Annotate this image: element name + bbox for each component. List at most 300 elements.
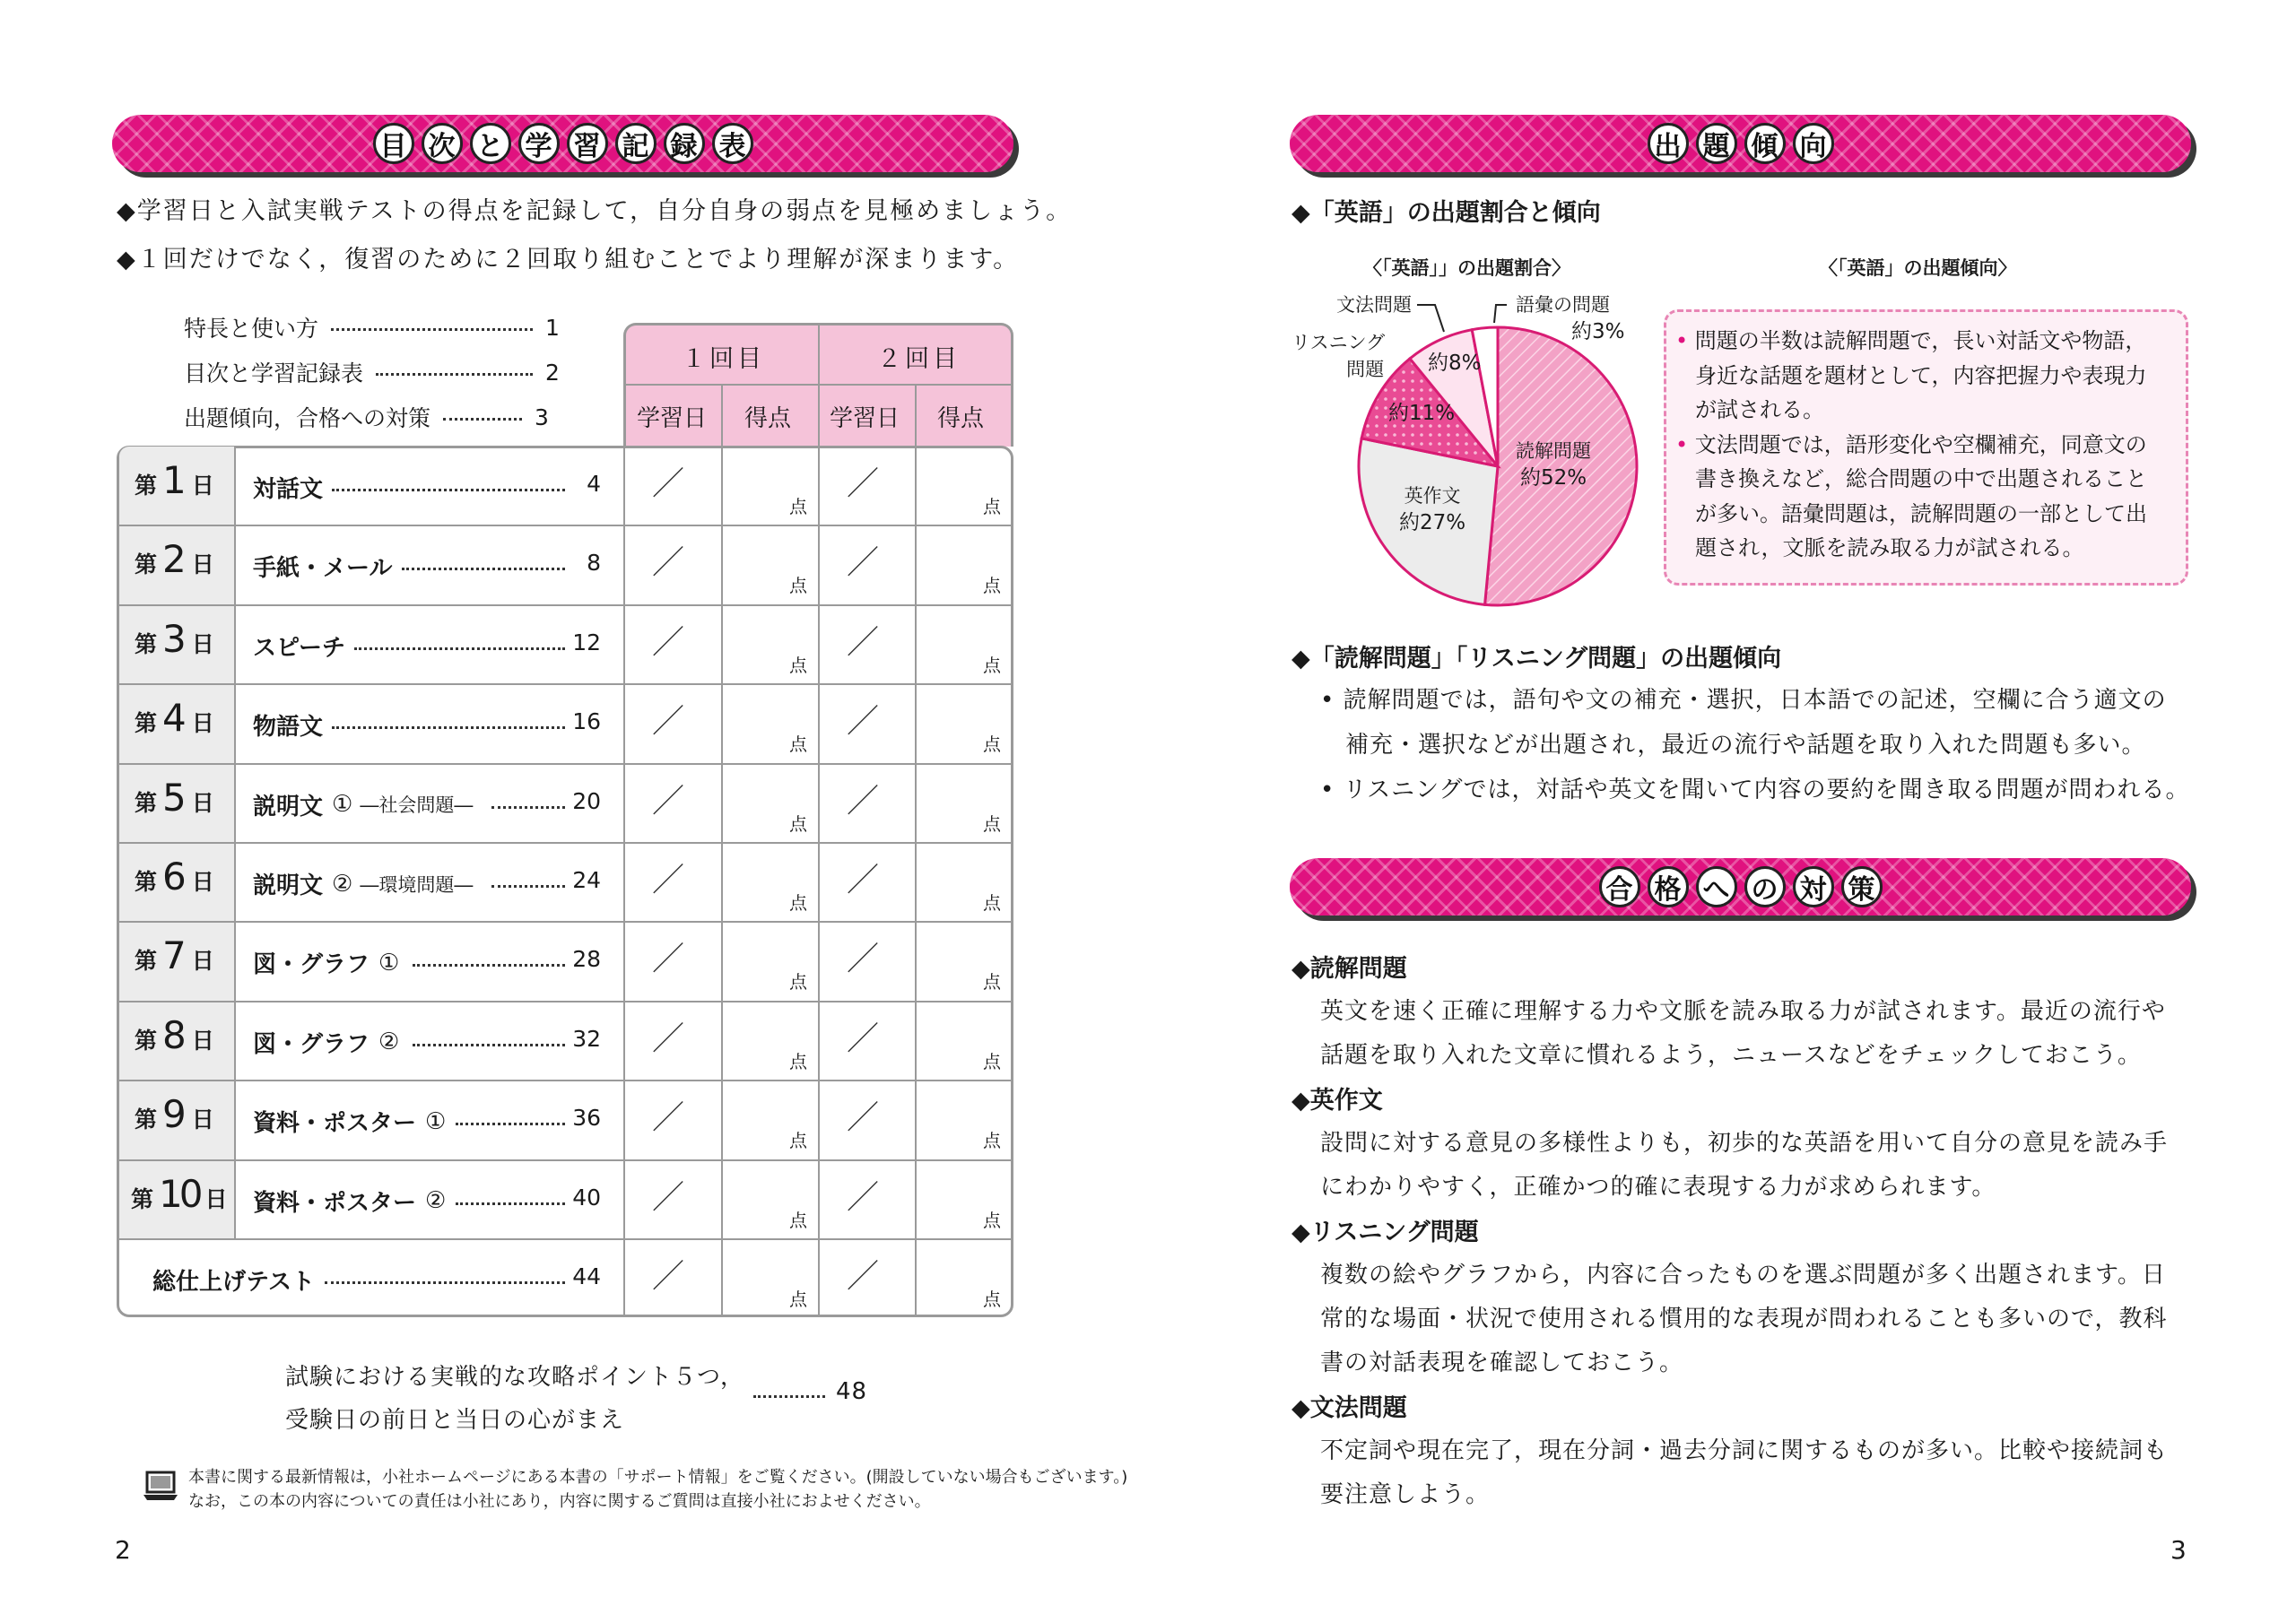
page-ref: 36 xyxy=(572,1105,601,1132)
trend-header-title xyxy=(1290,115,2191,172)
dot-leader xyxy=(456,1123,565,1125)
footnote-2: なお，この本の内容についての責任は小社にあり，内容に関するご質問は直接小社におよせください。 xyxy=(188,1492,931,1511)
pie-label-listening-name-2: 問題 xyxy=(1346,359,1385,380)
score-unit: 点 xyxy=(983,892,1001,914)
date-slash: ／ xyxy=(847,1178,880,1216)
day-title-text: 図・グラフ xyxy=(253,951,370,979)
col-divider xyxy=(721,1080,723,1159)
day-title-text: スピーチ xyxy=(253,634,345,662)
row-divider xyxy=(117,1080,1013,1081)
bottom-toc-line-2: 受験日の前日と当日の心がまえ xyxy=(285,1407,625,1434)
col-divider xyxy=(234,604,236,683)
date-slash: ／ xyxy=(847,941,880,978)
pie-label-grammar-pct: 約8% xyxy=(1428,352,1482,375)
header-char: 記 xyxy=(615,123,657,164)
trend-line xyxy=(1675,324,2146,359)
measure-line: 常的な場面・状況で使用される慣用的な表現が問われることも多いので，教科 xyxy=(1320,1306,2168,1332)
dot-leader xyxy=(753,1395,825,1398)
trend-line xyxy=(1675,428,2147,463)
toc-line-2 xyxy=(184,356,560,388)
day-label-post: 日 xyxy=(191,710,214,737)
day-label-pre: 第 xyxy=(135,1027,158,1054)
page-number-right: 3 xyxy=(2170,1535,2187,1565)
score-header-2: 得点 xyxy=(937,405,985,432)
header-char: 習 xyxy=(567,123,608,164)
col-divider xyxy=(721,525,723,603)
trend-header-bar xyxy=(1290,115,2191,172)
col-divider xyxy=(915,921,917,1000)
date-slash: ／ xyxy=(847,623,880,661)
trend-line-text: が試される。 xyxy=(1695,397,1824,422)
date-slash: ／ xyxy=(652,862,685,898)
round1-header: １回目 xyxy=(682,345,765,373)
date-slash: ／ xyxy=(652,782,685,820)
measure-line: 不定詞や現在完了，現在分詞・過去分詞に関するものが多い。比較や接続詞も xyxy=(1320,1437,2169,1464)
lead-text-2: ◆１回だけでなく，復習のために２回取り組むことでより理解が深まります。 xyxy=(117,246,1020,273)
date-slash: ／ xyxy=(652,1258,685,1295)
trend-line-text: が多い。語彙問題は，読解問題の一部として出 xyxy=(1695,500,2147,526)
day-title xyxy=(253,788,473,821)
day-label-num: 6 xyxy=(162,855,187,898)
day-title-number: ① xyxy=(332,791,353,819)
header-char: 合 xyxy=(1599,866,1640,907)
col-divider xyxy=(721,1001,723,1080)
col-divider xyxy=(623,1238,625,1317)
date-slash: ／ xyxy=(847,1020,880,1057)
day-label-num: 5 xyxy=(162,775,187,820)
trend-line xyxy=(1695,393,1824,428)
trend-line xyxy=(1695,462,2147,497)
reading-listening-line: • 読解問題では，語句や文の補充・選択，日本語での記述，空欄に合う適文の xyxy=(1320,687,2167,714)
score-unit: 点 xyxy=(983,1209,1001,1231)
score-unit: 点 xyxy=(983,971,1001,994)
measure-heading: ◆英作文 xyxy=(1292,1087,1383,1115)
dot-leader xyxy=(331,328,533,331)
score-unit: 点 xyxy=(983,1289,1001,1310)
date-slash: ／ xyxy=(652,465,685,502)
study-day-header-2: 学習日 xyxy=(830,405,900,432)
col-divider xyxy=(818,446,820,525)
header-char: 次 xyxy=(422,123,463,164)
header-char: 題 xyxy=(1696,123,1737,164)
col-divider xyxy=(234,1159,236,1238)
col-divider xyxy=(818,1238,820,1317)
measure-line: にわかりやすく，正確かつ的確に表現する力が求められます。 xyxy=(1320,1174,1996,1201)
col-divider xyxy=(915,1238,917,1317)
day-label-num: 9 xyxy=(162,1092,187,1137)
score-unit: 点 xyxy=(789,812,807,835)
day-label-pre: 第 xyxy=(135,630,158,657)
measure-heading: ◆読解問題 xyxy=(1292,955,1407,983)
col-divider xyxy=(915,1159,917,1238)
dot-leader xyxy=(413,964,565,967)
col-divider xyxy=(623,842,625,921)
header-char: と xyxy=(470,123,511,164)
dot-leader xyxy=(491,885,565,888)
date-slash: ／ xyxy=(847,1099,880,1137)
pie-label-reading-name: 読解問題 xyxy=(1516,440,1591,462)
header-char: へ xyxy=(1696,866,1737,907)
measure-line: 複数の絵やグラフから，内容に合ったものを選ぶ問題が多く出題されます。日 xyxy=(1320,1262,2166,1289)
page-ref: 32 xyxy=(572,1025,601,1052)
col-divider xyxy=(818,1159,820,1238)
date-slash: ／ xyxy=(652,544,685,582)
study-day-header-1: 学習日 xyxy=(637,405,708,432)
col-divider xyxy=(818,763,820,842)
trend-line-text: 身近な話題を題材として，内容把握力や表現力 xyxy=(1695,362,2147,388)
toc-line-3 xyxy=(184,401,549,433)
date-slash: ／ xyxy=(652,1099,685,1137)
header-char: 格 xyxy=(1648,866,1689,907)
col-divider xyxy=(623,1001,625,1080)
page-number-left: 2 xyxy=(115,1535,131,1565)
header-char: 対 xyxy=(1793,866,1834,907)
dot-leader xyxy=(491,806,565,809)
date-slash: ／ xyxy=(652,703,685,741)
day-label-post: 日 xyxy=(191,1107,214,1133)
day-label-post: 日 xyxy=(191,551,214,578)
page-ref: 28 xyxy=(572,946,601,973)
col-divider xyxy=(623,763,625,842)
day-label-pre: 第 xyxy=(135,551,158,578)
score-unit: 点 xyxy=(983,654,1001,676)
page-ref: 24 xyxy=(572,867,601,893)
day-label xyxy=(135,776,214,820)
col-divider xyxy=(234,1001,236,1080)
row-divider xyxy=(117,604,1013,606)
lead-text-1: ◆学習日と入試実戦テストの得点を記録して，自分自身の弱点を見極めましょう。 xyxy=(117,197,1073,225)
toc-line-page: 2 xyxy=(545,359,560,386)
col-divider xyxy=(915,604,917,683)
day-title xyxy=(253,550,392,583)
col-divider xyxy=(623,921,625,1000)
pie-label-writing-name: 英作文 xyxy=(1404,485,1461,507)
day-title xyxy=(253,1185,446,1218)
score-unit: 点 xyxy=(983,812,1001,835)
score-unit: 点 xyxy=(789,1050,807,1072)
day-label-post: 日 xyxy=(204,1185,228,1212)
day-title-text: 対話文 xyxy=(253,476,324,503)
pie-caption: 〈「英語」」の出題割合〉 xyxy=(1363,257,1570,279)
dot-leader xyxy=(325,1281,565,1284)
col-divider xyxy=(721,1159,723,1238)
pie-label-writing xyxy=(1399,482,1465,536)
header-char: 録 xyxy=(664,123,705,164)
day-title xyxy=(253,471,323,504)
day-label-num: 3 xyxy=(162,616,187,661)
col-divider xyxy=(915,525,917,603)
day-title xyxy=(253,629,345,663)
section-subheading-1: ◆「英語」の出題割合と傾向 xyxy=(1292,199,1601,227)
score-unit: 点 xyxy=(789,1209,807,1231)
bottom-toc-page: 48 xyxy=(836,1378,868,1405)
date-slash: ／ xyxy=(847,862,880,898)
page-ref: 16 xyxy=(572,708,601,735)
day-label-num: 8 xyxy=(162,1012,187,1057)
dot-leader xyxy=(413,1044,565,1046)
row-divider xyxy=(117,525,1013,526)
date-slash: ／ xyxy=(652,941,685,978)
divider xyxy=(915,386,917,447)
toc-line-1 xyxy=(184,311,560,343)
day-label-num: 10 xyxy=(159,1171,200,1216)
col-divider xyxy=(721,446,723,525)
day-title-number: ② xyxy=(425,1187,447,1215)
measure-heading: ◆リスニング問題 xyxy=(1292,1219,1479,1246)
pie-label-vocab-pct: 約3% xyxy=(1571,320,1625,343)
day-label-pre: 第 xyxy=(135,710,158,737)
col-divider xyxy=(818,525,820,603)
page-ref: 44 xyxy=(572,1263,601,1289)
day-title xyxy=(253,867,473,900)
day-title-sub: ―社会問題― xyxy=(360,794,474,817)
day-title xyxy=(253,946,399,979)
day-title-number: ② xyxy=(332,870,353,898)
score-unit: 点 xyxy=(983,496,1001,517)
col-divider xyxy=(623,1159,625,1238)
day-title-text: 物語文 xyxy=(253,714,324,742)
dot-leader xyxy=(443,418,522,421)
day-label-pre: 第 xyxy=(135,948,158,975)
day-label-post: 日 xyxy=(191,948,214,975)
page-ref: 4 xyxy=(587,471,601,497)
row-divider xyxy=(117,763,1013,765)
pie-label-listening-name xyxy=(1292,329,1385,383)
header-char: の xyxy=(1744,866,1786,907)
day-label-post: 日 xyxy=(191,869,214,895)
pie-label-vocab-name: 語彙の問題 xyxy=(1516,294,1610,316)
col-divider xyxy=(818,683,820,762)
col-divider xyxy=(915,446,917,525)
pie-label-reading-pct: 約52% xyxy=(1519,466,1587,490)
day-title-text: 資料・ポスター xyxy=(253,1110,417,1138)
header-char: 学 xyxy=(518,123,560,164)
day-label-post: 日 xyxy=(191,789,214,816)
col-divider xyxy=(623,683,625,762)
date-slash: ／ xyxy=(652,1178,685,1216)
col-divider xyxy=(721,763,723,842)
trend-line xyxy=(1695,497,2147,532)
row-divider xyxy=(117,842,1013,844)
date-slash: ／ xyxy=(652,1020,685,1057)
score-unit: 点 xyxy=(789,892,807,914)
day-title-sub: ―環境問題― xyxy=(360,873,474,896)
pie-label-grammar-name: 文法問題 xyxy=(1336,294,1412,316)
day-label xyxy=(135,458,214,502)
col-divider xyxy=(818,921,820,1000)
col-divider xyxy=(623,525,625,603)
computer-icon xyxy=(142,1471,179,1503)
measure-heading: ◆文法問題 xyxy=(1292,1394,1407,1422)
day-title xyxy=(253,1105,446,1138)
section-subheading-2: ◆「読解問題」「リスニング問題」の出題傾向 xyxy=(1292,645,1782,673)
day-label xyxy=(135,696,214,740)
col-divider xyxy=(721,1238,723,1317)
page-ref: 20 xyxy=(572,787,601,814)
col-divider xyxy=(721,683,723,762)
day-label xyxy=(135,1092,214,1136)
day-label-post: 日 xyxy=(191,473,214,499)
reading-listening-line: 補充・選択などが出題され，最近の流行や話題を取り入れた問題も多い。 xyxy=(1345,732,2146,759)
day-label-num: 1 xyxy=(162,458,187,502)
day-title-text: 図・グラフ xyxy=(253,1030,370,1058)
final-test-title: 総仕上げテスト xyxy=(152,1269,315,1296)
day-label xyxy=(131,1172,227,1216)
score-unit: 点 xyxy=(789,733,807,756)
header-char: 傾 xyxy=(1744,123,1786,164)
col-divider xyxy=(234,525,236,603)
col-divider xyxy=(818,604,820,683)
measure-line: 英文を速く正確に理解する力や文脈を読み取る力が試されます。最近の流行や xyxy=(1320,998,2166,1025)
day-title-text: 手紙・メール xyxy=(253,555,393,583)
header-char: 表 xyxy=(712,123,753,164)
trend-line-text: 文法問題では，語形変化や空欄補充，同意文の xyxy=(1694,431,2147,457)
col-divider xyxy=(234,1080,236,1159)
col-divider xyxy=(818,1001,820,1080)
col-divider xyxy=(234,763,236,842)
day-label-pre: 第 xyxy=(131,1185,154,1212)
toc-header-bar xyxy=(112,115,1013,172)
col-divider xyxy=(721,921,723,1000)
day-title xyxy=(253,708,323,742)
score-unit: 点 xyxy=(983,575,1001,597)
dot-leader xyxy=(456,1202,565,1205)
measure-line: 書の対話表現を確認しておこう。 xyxy=(1320,1350,1684,1376)
trend-line-text: 書き換えなど，総合問題の中で出題されること xyxy=(1695,466,2147,491)
col-divider xyxy=(721,842,723,921)
date-slash: ／ xyxy=(847,782,880,820)
measure-line: 要注意しよう。 xyxy=(1320,1481,1491,1508)
date-slash: ／ xyxy=(847,1258,880,1295)
day-label-pre: 第 xyxy=(135,869,158,895)
toc-line-page: 3 xyxy=(535,404,549,430)
toc-line-title: 目次と学習記録表 xyxy=(184,360,364,386)
toc-line-page: 1 xyxy=(545,314,560,341)
col-divider xyxy=(234,683,236,762)
day-label xyxy=(135,933,214,977)
page-ref: 8 xyxy=(587,550,601,577)
date-slash: ／ xyxy=(847,465,880,502)
col-divider xyxy=(234,921,236,1000)
score-unit: 点 xyxy=(983,733,1001,756)
measure-line: 話題を取り入れた文章に慣れるよう，ニュースなどをチェックしておこう。 xyxy=(1320,1042,2142,1069)
score-header-1: 得点 xyxy=(744,405,792,432)
trend-line-text: 題され，文脈を読み取る力が試される。 xyxy=(1695,535,2084,560)
score-unit: 点 xyxy=(983,1130,1001,1152)
col-divider xyxy=(915,683,917,762)
bullet-dot: • xyxy=(1675,328,1695,353)
dot-leader xyxy=(332,489,565,491)
measure-line: 設問に対する意見の多様性よりも，初歩的な英語を用いて自分の意見を読み手 xyxy=(1320,1130,2169,1157)
day-title-text: 説明文 xyxy=(253,872,324,899)
header-char: 策 xyxy=(1841,866,1883,907)
day-label xyxy=(135,1013,214,1057)
dot-leader xyxy=(402,568,565,570)
day-title-number: ① xyxy=(425,1107,447,1135)
header-char: 出 xyxy=(1648,123,1689,164)
divider xyxy=(625,384,1012,386)
header-char: 目 xyxy=(373,123,414,164)
divider xyxy=(818,325,820,447)
score-unit: 点 xyxy=(789,1130,807,1152)
dot-leader xyxy=(376,373,533,376)
day-label-post: 日 xyxy=(191,1027,214,1054)
measures-header-title xyxy=(1290,858,2191,916)
trend-line-text: 問題の半数は読解問題で，長い対話文や物語， xyxy=(1694,328,2147,353)
page-ref: 40 xyxy=(572,1184,601,1211)
pie-label-listening-name-1: リスニング xyxy=(1292,332,1386,353)
footnote-1: 本書に関する最新情報は，小社ホームページにある本書の「サポート情報」をご覧ください。(開設していない場合もございます。) xyxy=(188,1468,1128,1487)
day-label-pre: 第 xyxy=(135,789,158,816)
score-unit: 点 xyxy=(983,1050,1001,1072)
col-divider xyxy=(915,1080,917,1159)
pie-label-reading xyxy=(1516,438,1591,491)
score-unit: 点 xyxy=(789,654,807,676)
date-slash: ／ xyxy=(847,703,880,741)
col-divider xyxy=(915,1001,917,1080)
day-label-num: 7 xyxy=(162,933,187,978)
score-unit: 点 xyxy=(789,496,807,517)
col-divider xyxy=(915,842,917,921)
toc-line-title: 出題傾向，合格への対策 xyxy=(184,405,431,431)
col-divider xyxy=(234,446,236,525)
trend-line xyxy=(1695,531,2083,566)
day-title-text: 資料・ポスター xyxy=(253,1189,417,1217)
col-divider xyxy=(915,763,917,842)
score-unit: 点 xyxy=(789,1289,807,1310)
day-label-pre: 第 xyxy=(135,473,158,499)
day-label xyxy=(135,617,214,661)
pie-label-writing-pct: 約27% xyxy=(1399,511,1466,534)
day-title-number: ② xyxy=(378,1028,400,1056)
header-char: 向 xyxy=(1793,123,1834,164)
col-divider xyxy=(623,1080,625,1159)
trend-caption: 〈「英語」の出題傾向〉 xyxy=(1819,257,2017,279)
row-divider xyxy=(117,1001,1013,1002)
date-slash: ／ xyxy=(847,544,880,582)
trend-line xyxy=(1695,359,2147,394)
day-label-num: 2 xyxy=(162,537,187,582)
day-title-text: 説明文 xyxy=(253,793,324,820)
col-divider xyxy=(623,446,625,525)
score-unit: 点 xyxy=(789,575,807,597)
round2-header: ２回目 xyxy=(877,345,961,373)
dot-leader xyxy=(332,726,565,729)
day-title-number: ① xyxy=(378,949,400,976)
col-divider xyxy=(721,604,723,683)
pie-label-listening-pct: 約11% xyxy=(1388,402,1456,425)
measures-header-bar xyxy=(1290,858,2191,916)
toc-line-title: 特長と使い方 xyxy=(184,316,319,342)
day-label-num: 4 xyxy=(162,696,187,741)
day-label xyxy=(135,537,214,581)
col-divider xyxy=(818,1080,820,1159)
date-slash: ／ xyxy=(652,623,685,661)
reading-listening-line: • リスニングでは，対話や英文を聞いて内容の要約を聞き取る問題が問われる。 xyxy=(1320,777,2190,803)
day-title xyxy=(253,1026,399,1059)
bottom-toc-line-1: 試験における実戦的な攻略ポイント５つ， xyxy=(285,1364,744,1391)
score-unit: 点 xyxy=(789,971,807,994)
toc-header-title xyxy=(112,115,1013,172)
bullet-dot: • xyxy=(1675,431,1695,457)
divider xyxy=(721,386,723,447)
row-divider xyxy=(117,683,1013,685)
day-label-pre: 第 xyxy=(135,1107,158,1133)
col-divider xyxy=(818,842,820,921)
col-divider xyxy=(623,604,625,683)
col-divider xyxy=(234,842,236,921)
dot-leader xyxy=(354,647,565,650)
